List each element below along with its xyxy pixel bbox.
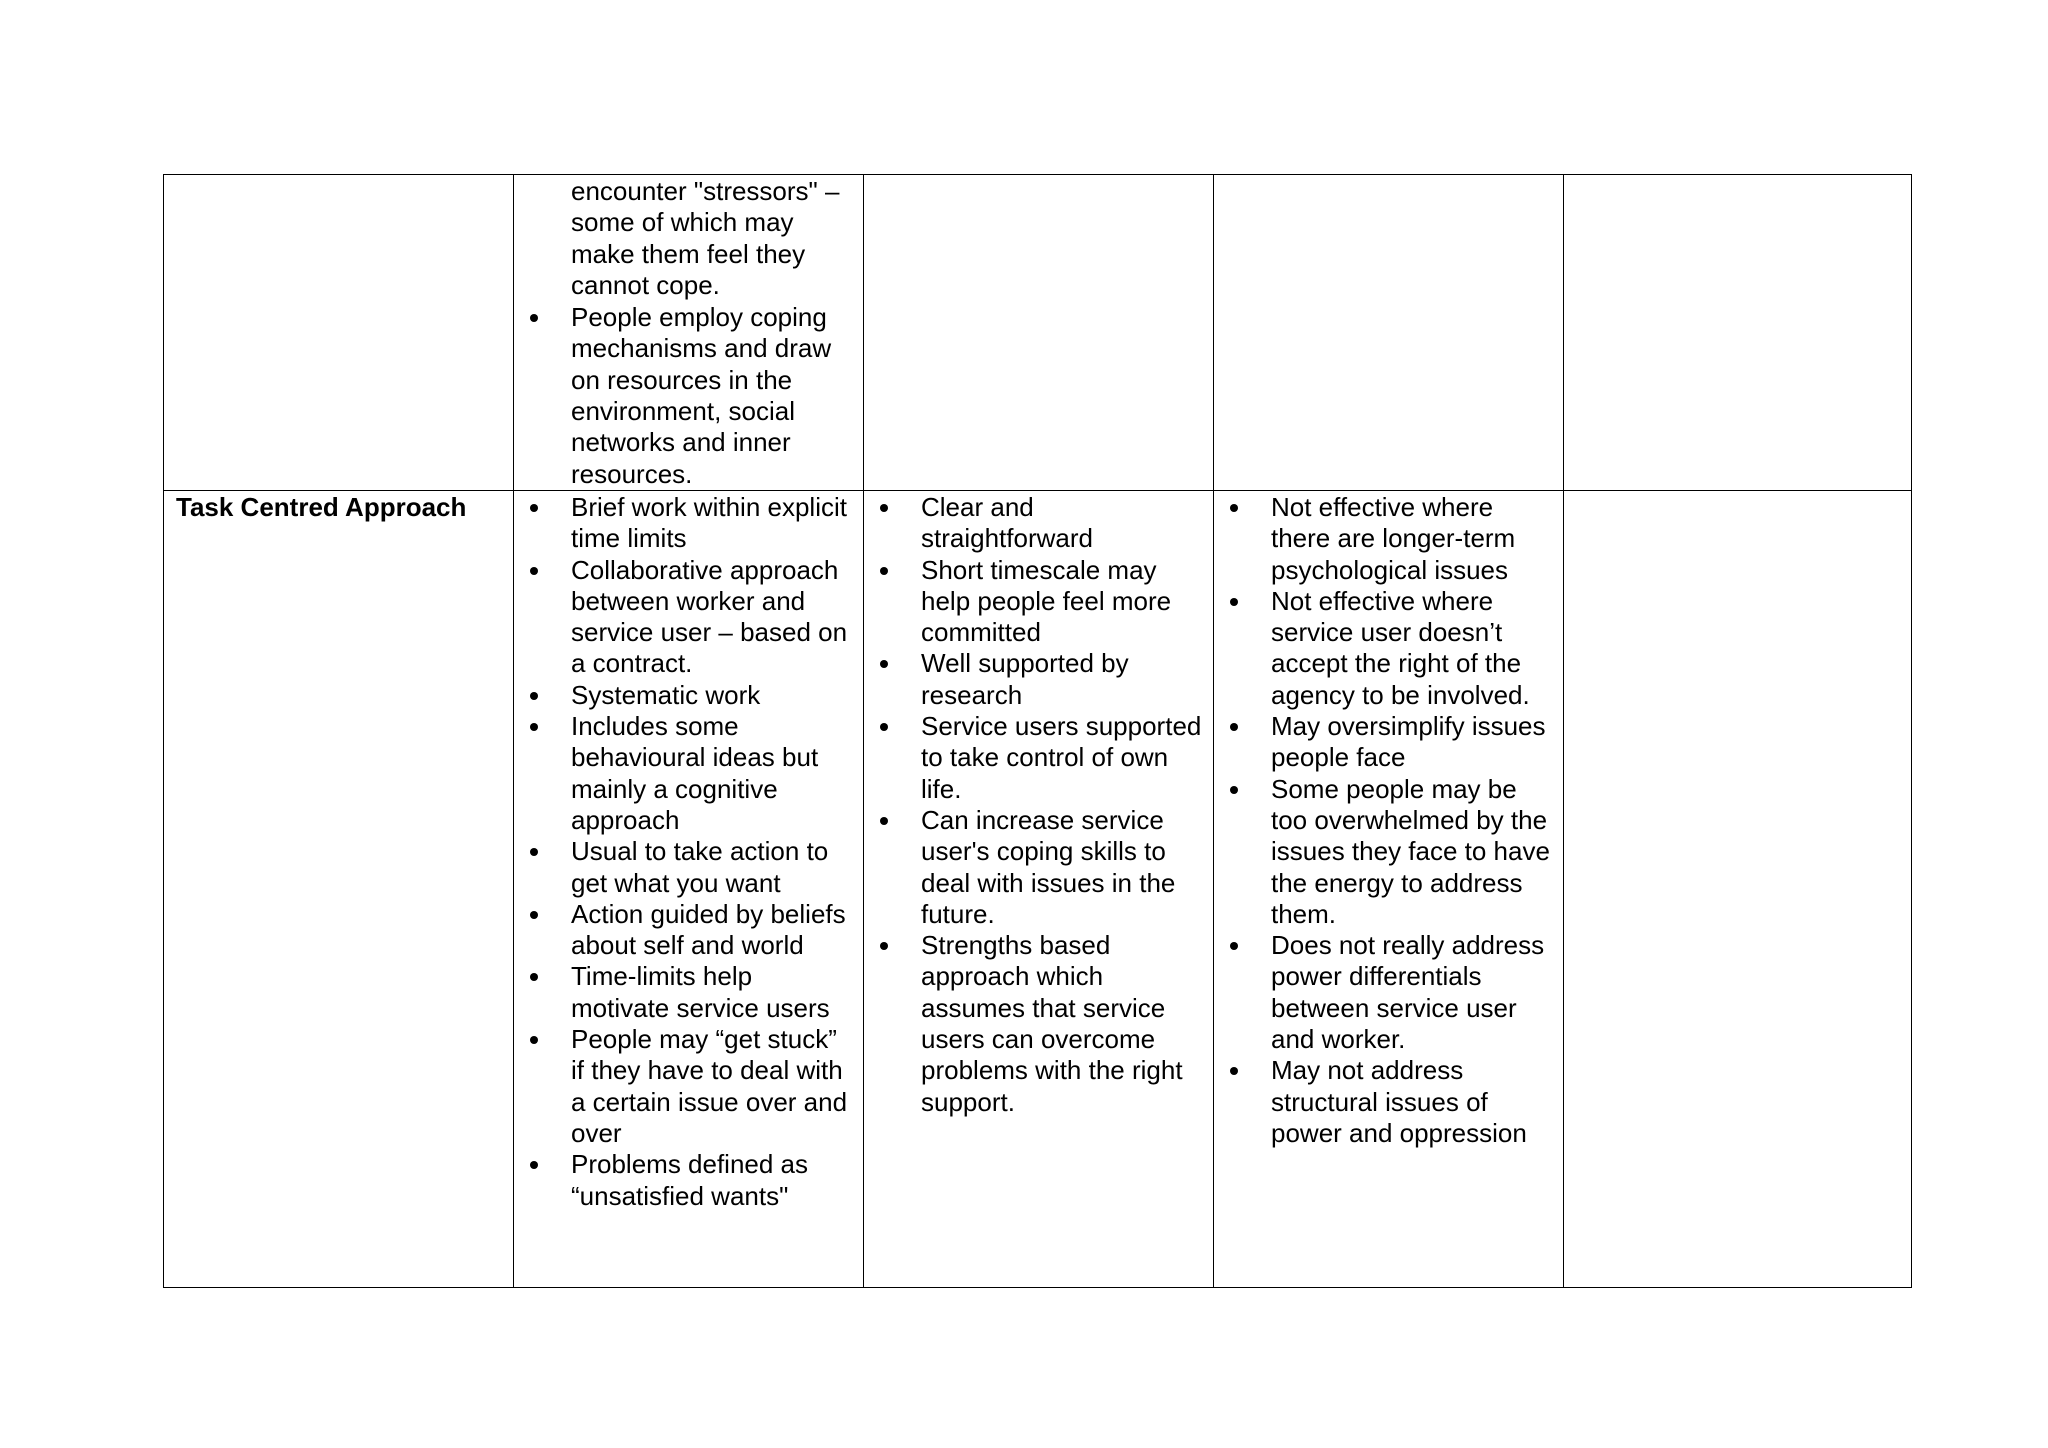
list-item: Well supported by research bbox=[864, 648, 1205, 711]
notes-cell bbox=[1564, 175, 1912, 491]
list-item: Action guided by beliefs about self and world bbox=[514, 899, 855, 962]
approach-cell bbox=[164, 175, 514, 491]
approach-label: Task Centred Approach bbox=[164, 491, 514, 1288]
list-item: Time-limits help motivate service users bbox=[514, 961, 855, 1024]
list-item: Problems defined as “unsatisfied wants" bbox=[514, 1149, 855, 1212]
list-item: Brief work within explicit time limits bbox=[514, 492, 855, 555]
list-item: Does not really address power differentials between service user and worker. bbox=[1214, 930, 1555, 1055]
notes-cell bbox=[1564, 491, 1912, 1288]
list-item: Collaborative approach between worker and service user – based on a contract. bbox=[514, 555, 855, 680]
table-row bbox=[164, 491, 1912, 1288]
description-list bbox=[514, 491, 863, 1212]
list-item: Usual to take action to get what you want bbox=[514, 836, 855, 899]
strengths-cell bbox=[864, 491, 1214, 1288]
description-list bbox=[514, 301, 863, 490]
approaches-table bbox=[163, 174, 1912, 1288]
list-item: Strengths based approach which assumes that service users can overcome problems with the right support. bbox=[864, 930, 1205, 1118]
list-item: May not address structural issues of power and oppression bbox=[1214, 1055, 1555, 1149]
list-item: Includes some behavioural ideas but mainly a cognitive approach bbox=[514, 711, 855, 836]
limitations-cell bbox=[1214, 175, 1564, 491]
list-item: Service users supported to take control of own life. bbox=[864, 711, 1205, 805]
list-item: Can increase service user's coping skills to deal with issues in the future. bbox=[864, 805, 1205, 930]
list-item: May oversimplify issues people face bbox=[1214, 711, 1555, 774]
list-item: Some people may be too overwhelmed by the issues they face to have the energy to address them. bbox=[1214, 774, 1555, 930]
list-item: Systematic work bbox=[514, 680, 855, 711]
description-cell bbox=[514, 175, 864, 491]
list-item: Not effective where there are longer-term psychological issues bbox=[1214, 492, 1555, 586]
strengths-list bbox=[864, 491, 1213, 1118]
table-row bbox=[164, 175, 1912, 491]
limitations-list bbox=[1214, 491, 1563, 1149]
strengths-cell bbox=[864, 175, 1214, 491]
list-item: Short timescale may help people feel more committed bbox=[864, 555, 1205, 649]
list-item: Not effective where service user doesn’t accept the right of the agency to be involved. bbox=[1214, 586, 1555, 711]
list-item: People employ coping mechanisms and draw on resources in the environment, social networks and inner resources. bbox=[514, 302, 855, 490]
continued-text: encounter "stressors" – some of which may make them feel they cannot cope. bbox=[571, 176, 840, 300]
list-item: Clear and straightforward bbox=[864, 492, 1205, 555]
list-item: People may “get stuck” if they have to deal with a certain issue over and over bbox=[514, 1024, 855, 1149]
limitations-cell bbox=[1214, 491, 1564, 1288]
description-cell bbox=[514, 491, 864, 1288]
